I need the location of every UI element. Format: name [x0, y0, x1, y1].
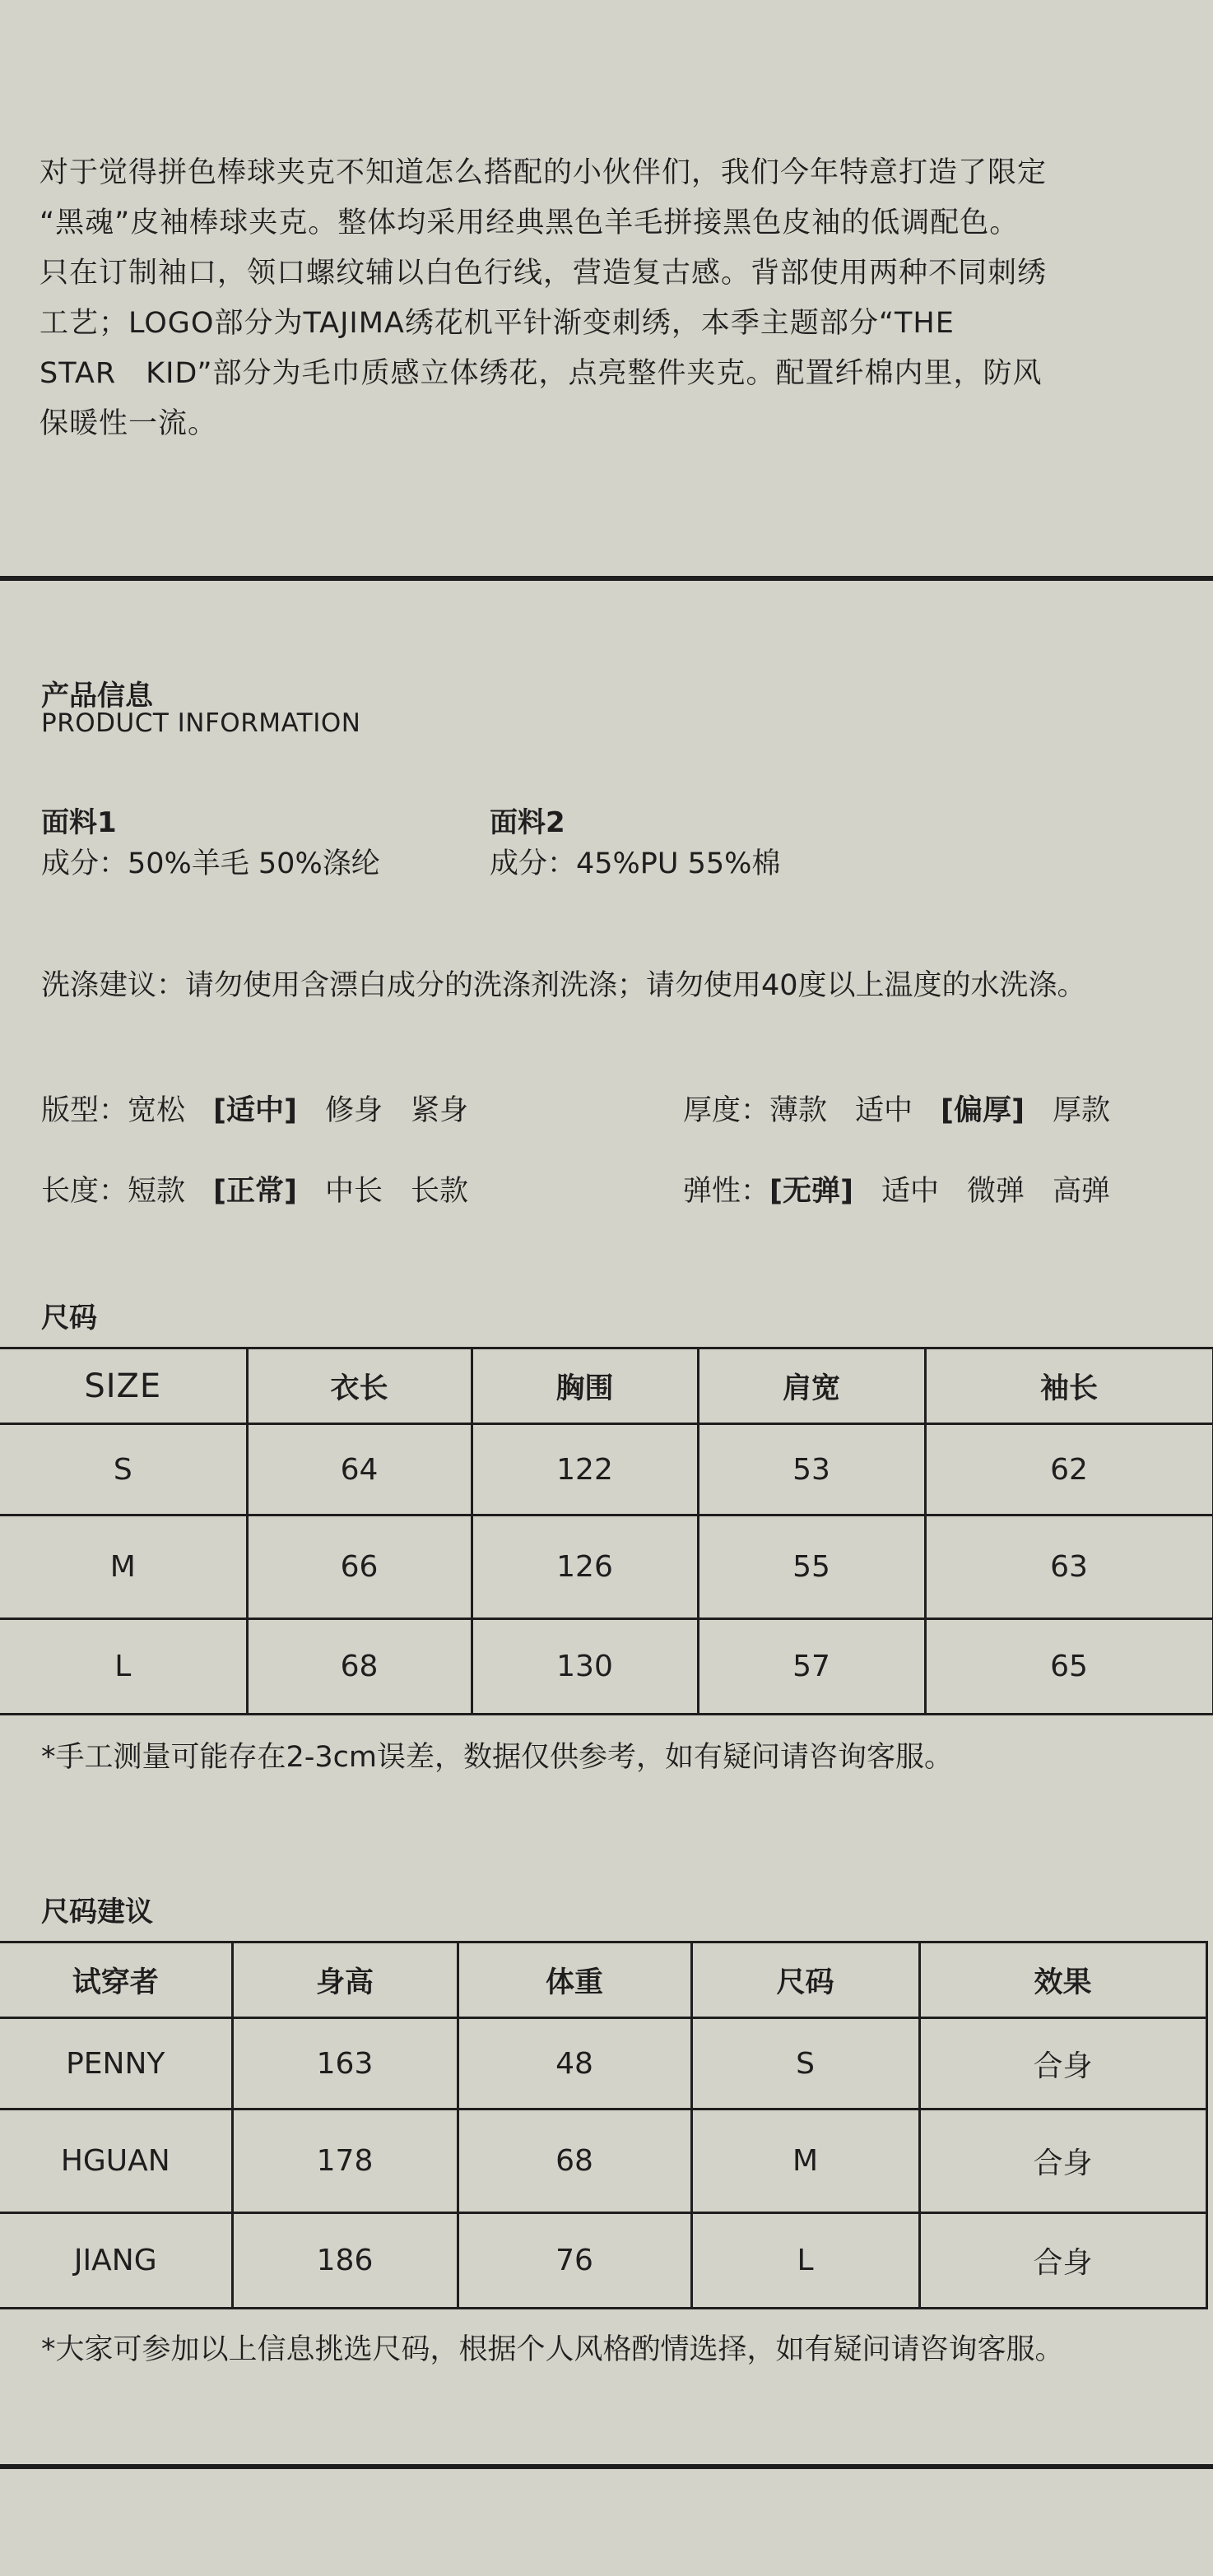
elasticity-label: 弹性：: [683, 1175, 770, 1208]
fabric1-composition: 成分：50%羊毛 50%涤纶: [41, 847, 380, 880]
elasticity-option-selected: [无弹]: [769, 1175, 854, 1208]
table-cell: L: [0, 1619, 247, 1715]
elasticity-option: 适中: [881, 1175, 940, 1208]
fit-option: 修身: [325, 1094, 383, 1127]
elasticity-option: 高弹: [1053, 1175, 1111, 1208]
thickness-option: 薄款: [769, 1094, 828, 1127]
table-cell: 63: [925, 1515, 1213, 1619]
intro-line: 对于觉得拼色棒球夹克不知道怎么搭配的小伙伴们，我们今年特意打造了限定: [40, 156, 1048, 189]
header-cell: 胸围: [472, 1348, 698, 1424]
table-cell: 76: [458, 2213, 691, 2309]
fit-label: 版型：: [41, 1094, 128, 1127]
length-option: 短款: [128, 1175, 186, 1208]
table-cell: 130: [472, 1619, 698, 1715]
length-label: 长度：: [41, 1175, 128, 1208]
elasticity-option: 微弹: [967, 1175, 1025, 1208]
table-cell: 68: [458, 2110, 691, 2213]
thickness-option: 厚款: [1053, 1094, 1111, 1127]
table-cell: PENNY: [0, 2018, 232, 2110]
table-cell: 126: [472, 1515, 698, 1619]
table-cell: 合身: [919, 2018, 1206, 2110]
thickness-attribute: [683, 1088, 1110, 1129]
size-table-note: *手工测量可能存在2-3cm误差，数据仅供参考，如有疑问请咨询客服。: [41, 1741, 954, 1774]
table-row: [0, 2018, 1206, 2110]
table-cell: 65: [925, 1619, 1213, 1715]
fit-option: 紧身: [411, 1094, 469, 1127]
table-cell: S: [0, 1424, 247, 1515]
length-option: 长款: [411, 1175, 469, 1208]
thickness-option-selected: [偏厚]: [941, 1094, 1025, 1127]
table-cell: 178: [232, 2110, 458, 2213]
table-cell: 68: [247, 1619, 472, 1715]
divider-top: [0, 576, 1213, 581]
table-cell: 122: [472, 1424, 698, 1515]
header-cell: 袖长: [925, 1348, 1213, 1424]
table-row: [0, 2110, 1206, 2213]
washing-advice: 洗涤建议：请勿使用含漂白成分的洗涤剂洗涤；请勿使用40度以上温度的水洗涤。: [41, 969, 1086, 1002]
table-cell: 合身: [919, 2110, 1206, 2213]
product-info-title: 产品信息: [41, 680, 153, 712]
intro-line: 保暖性一流。: [40, 407, 218, 440]
table-cell: 64: [247, 1424, 472, 1515]
intro-line: “黑魂”皮袖棒球夹克。整体均采用经典黑色羊毛拼接黑色皮袖的低调配色。: [40, 207, 1020, 239]
fit-table: [0, 1941, 1208, 2309]
table-cell: L: [691, 2213, 919, 2309]
table-cell: 62: [925, 1424, 1213, 1515]
elasticity-attribute: [683, 1168, 1110, 1209]
fabric2-composition: 成分：45%PU 55%棉: [490, 847, 781, 880]
fit-table-header: [0, 1942, 1206, 2018]
fabric2-title: 面料2: [490, 806, 565, 839]
size-table: [0, 1347, 1213, 1715]
table-cell: 57: [698, 1619, 925, 1715]
header-cell: 试穿者: [0, 1942, 232, 2018]
table-cell: M: [0, 1515, 247, 1619]
fit-table-title: 尺码建议: [41, 1896, 153, 1929]
table-cell: 55: [698, 1515, 925, 1619]
size-table-title: 尺码: [41, 1302, 97, 1334]
table-row: [0, 2213, 1206, 2309]
fabric1-title: 面料1: [41, 806, 117, 839]
table-cell: HGUAN: [0, 2110, 232, 2213]
table-cell: 48: [458, 2018, 691, 2110]
table-row: [0, 1515, 1213, 1619]
length-option-selected: [正常]: [213, 1175, 298, 1208]
intro-line: 只在订制袖口，领口螺纹辅以白色行线，营造复古感。背部使用两种不同刺绣: [40, 257, 1048, 290]
table-cell: 合身: [919, 2213, 1206, 2309]
header-cell: 衣长: [247, 1348, 472, 1424]
divider-bottom: [0, 2464, 1213, 2469]
thickness-label: 厚度：: [683, 1094, 770, 1127]
size-table-header: [0, 1348, 1213, 1424]
table-cell: S: [691, 2018, 919, 2110]
table-cell: 163: [232, 2018, 458, 2110]
header-cell: SIZE: [0, 1348, 247, 1424]
table-row: [0, 1424, 1213, 1515]
intro-line: STAR KID”部分为毛巾质感立体绣花，点亮整件夹克。配置纤棉内里，防风: [40, 357, 1043, 390]
length-option: 中长: [325, 1175, 383, 1208]
header-cell: 尺码: [691, 1942, 919, 2018]
fit-option-selected: [适中]: [213, 1094, 298, 1127]
thickness-option: 适中: [855, 1094, 913, 1127]
table-row: [0, 1619, 1213, 1715]
intro-paragraph: [40, 148, 1101, 449]
header-cell: 体重: [458, 1942, 691, 2018]
header-cell: 效果: [919, 1942, 1206, 2018]
intro-line: 工艺；LOGO部分为TAJIMA绣花机平针渐变刺绣，本季主题部分“THE: [40, 307, 955, 340]
fit-attribute: [41, 1088, 468, 1129]
length-attribute: [41, 1168, 468, 1209]
table-cell: 53: [698, 1424, 925, 1515]
table-cell: JIANG: [0, 2213, 232, 2309]
fit-table-note: *大家可参加以上信息挑选尺码，根据个人风格酌情选择，如有疑问请咨询客服。: [41, 2333, 1064, 2366]
product-info-subtitle: PRODUCT INFORMATION: [41, 708, 361, 738]
header-cell: 身高: [232, 1942, 458, 2018]
table-cell: 66: [247, 1515, 472, 1619]
table-cell: M: [691, 2110, 919, 2213]
fit-option: 宽松: [128, 1094, 186, 1127]
header-cell: 肩宽: [698, 1348, 925, 1424]
table-cell: 186: [232, 2213, 458, 2309]
